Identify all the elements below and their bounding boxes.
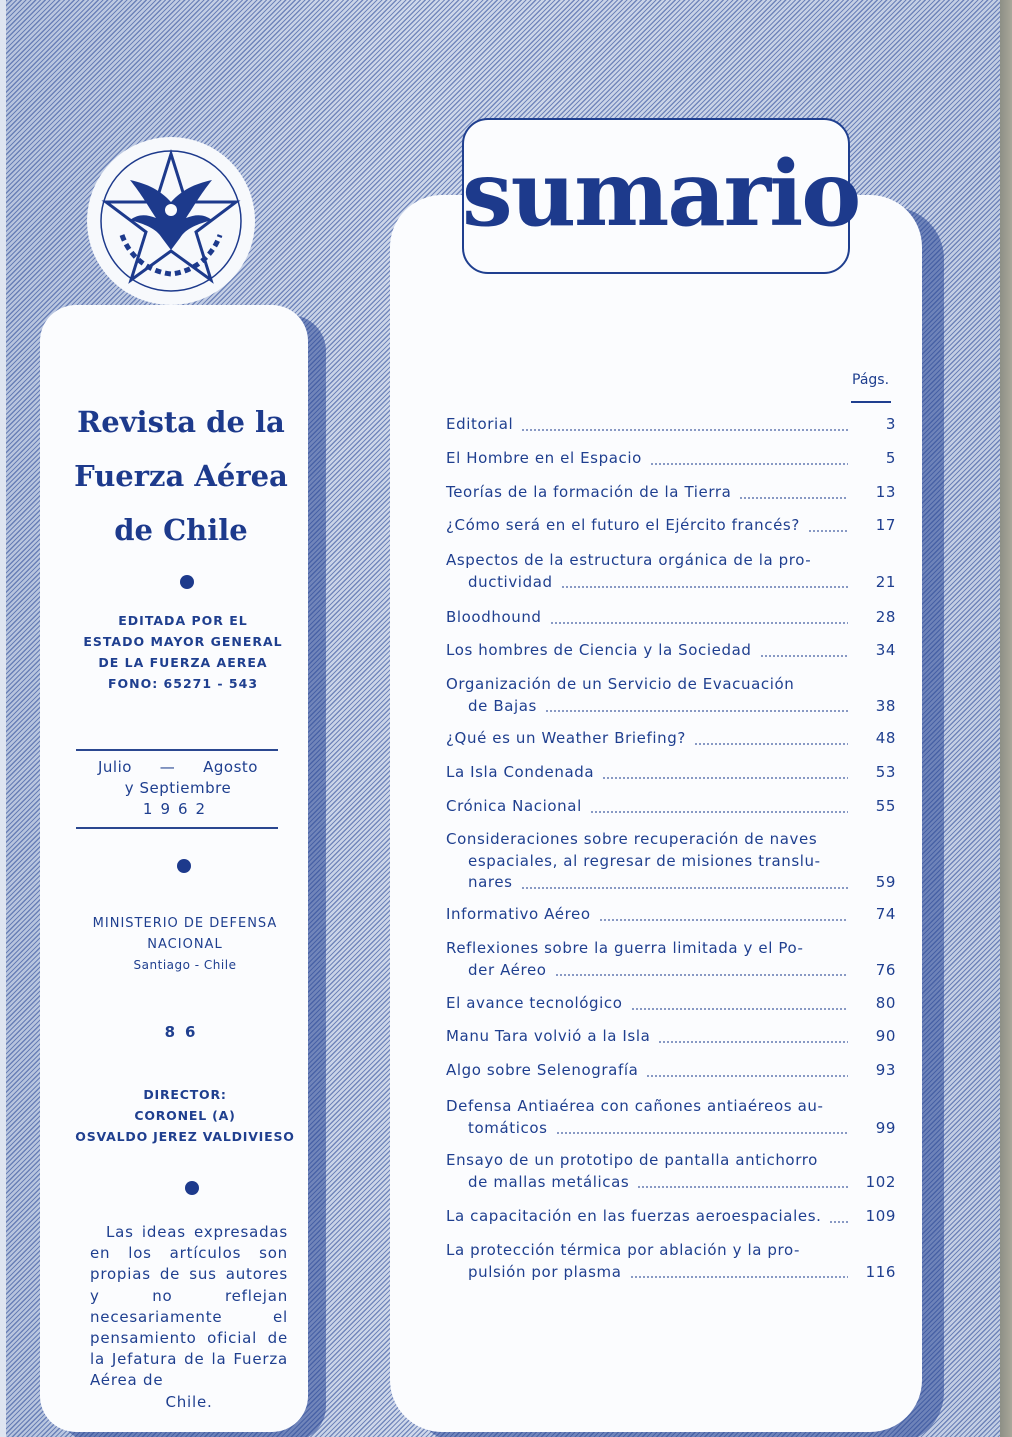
toc-entry: [446, 640, 896, 662]
air-force-emblem: [90, 140, 252, 302]
toc-entry-title: nares: [468, 873, 513, 891]
toc-entry-title: pulsión por plasma: [468, 1262, 622, 1281]
toc-entry: [446, 482, 896, 504]
toc-line: [446, 674, 892, 696]
toc-line: [446, 938, 892, 960]
toc-entry-title: El Hombre en el Espacio: [446, 449, 642, 467]
toc-page-number: 34: [875, 641, 896, 659]
toc-entry: [446, 1096, 896, 1139]
director-line: DIRECTOR:: [143, 1087, 227, 1102]
phone-line: FONO: 65271 - 543: [107, 676, 259, 691]
toc-entry-title: La capacitación en las fuerzas aeroespaciales.: [446, 1207, 822, 1225]
toc-line: [446, 1240, 892, 1262]
divider: [76, 749, 278, 751]
toc-entry: [446, 762, 896, 784]
toc-entry-title: Reflexiones sobre la guerra limitada y el Po-: [446, 939, 804, 957]
toc-line: [446, 448, 896, 470]
toc-page-number: 48: [875, 729, 896, 747]
toc-entry: [446, 1240, 896, 1283]
toc-page-number: 76: [875, 960, 896, 979]
publisher-line: ESTADO MAYOR GENERAL: [83, 634, 283, 649]
dot-leader: [658, 1041, 848, 1043]
toc-entry-title: Defensa Antiaérea con cañones antiaéreos au-: [446, 1097, 824, 1115]
toc-entry-title: La Isla Condenada: [446, 763, 595, 781]
date-year: 1962: [142, 800, 214, 818]
toc-entry-title: La protección térmica por ablación y la pro-: [446, 1241, 801, 1259]
toc-entry-title: Crónica Nacional: [446, 797, 582, 815]
toc-page-number: 74: [875, 905, 896, 923]
toc-line: [446, 960, 896, 982]
toc-page-number: 116: [865, 1262, 896, 1281]
toc-entry-title: ¿Qué es un Weather Briefing?: [446, 729, 686, 747]
dot-leader: [739, 497, 848, 499]
toc-page-number: 28: [875, 608, 896, 626]
toc-entry-title: Los hombres de Ciencia y la Sociedad: [446, 641, 752, 659]
toc-entry: [446, 1026, 896, 1048]
magazine-title-line: Revista de la: [77, 405, 285, 439]
magazine-title-line: de Chile: [114, 513, 248, 547]
eagle-star-icon: [90, 140, 252, 302]
toc-line: [446, 1026, 896, 1048]
publisher-block: [58, 610, 308, 694]
dot-leader: [555, 974, 848, 976]
toc-entry: [446, 515, 896, 537]
divider: [851, 401, 891, 403]
toc-page-number: 17: [875, 516, 896, 534]
director-block: [60, 1084, 310, 1147]
toc-entry-title: ¿Cómo será en el futuro el Ejército francés?: [446, 516, 800, 534]
dot-leader: [694, 743, 848, 745]
ministry-line: MINISTERIO DE DEFENSA: [92, 916, 278, 931]
toc-line: [446, 904, 896, 926]
date-month: Julio: [98, 758, 132, 776]
dot-leader: [545, 710, 848, 712]
toc-line: [446, 515, 896, 537]
toc-page-number: 3: [885, 415, 896, 433]
toc-entry: [446, 414, 896, 436]
magazine-title-line: Fuerza Aérea: [74, 459, 288, 493]
toc-entry: [446, 448, 896, 470]
bullet-dot: [180, 575, 194, 589]
toc-entry-title: Organización de un Servicio de Evacuación: [446, 675, 795, 693]
toc-line: [446, 1150, 892, 1172]
toc-line: [446, 1096, 892, 1118]
ministry-block: [60, 913, 310, 976]
toc-entry: [446, 1206, 896, 1228]
toc-entry-title: Aspectos de la estructura orgánica de la pro-: [446, 551, 812, 569]
toc-entry-title: Ensayo de un prototipo de pantalla antichorro: [446, 1151, 818, 1169]
toc-page-number: 59: [875, 873, 896, 891]
toc-line: [446, 993, 896, 1015]
toc-page-number: 99: [875, 1118, 896, 1137]
toc-page-number: 55: [875, 797, 896, 815]
toc-page-number: 90: [875, 1027, 896, 1045]
toc-entry-title: El avance tecnológico: [446, 994, 623, 1012]
toc-line: [446, 640, 896, 662]
toc-entry-title: Informativo Aéreo: [446, 905, 591, 923]
toc-line: [446, 829, 892, 851]
bullet-dot: [177, 859, 191, 873]
divider: [76, 827, 278, 829]
dot-leader: [637, 1186, 848, 1188]
date-month: Agosto: [203, 758, 258, 776]
issue-date: [78, 757, 278, 820]
toc-entry-title: Bloodhound: [446, 608, 542, 626]
toc-entry: [446, 728, 896, 750]
dot-leader: [556, 1132, 848, 1134]
contents-title: sumario: [462, 141, 860, 247]
toc-line: [446, 414, 896, 436]
dot-leader: [630, 1276, 848, 1278]
toc-page-number: 5: [885, 449, 896, 467]
dot-leader: [599, 919, 848, 921]
dot-leader: [829, 1221, 848, 1223]
magazine-title: [5, 395, 357, 557]
toc-entry: [446, 607, 896, 629]
dot-leader: [521, 429, 848, 431]
toc-entry-title: Teorías de la formación de la Tierra: [446, 483, 732, 501]
publisher-line: DE LA FUERZA AEREA: [98, 655, 268, 670]
toc-entry: [446, 1150, 896, 1193]
dot-leader: [646, 1075, 848, 1077]
toc-entry: [446, 796, 896, 818]
toc-entry-title: Consideraciones sobre recuperación de naves: [446, 830, 818, 848]
pages-column-header: Págs.: [852, 372, 890, 388]
date-dash: —: [159, 758, 176, 776]
dot-leader: [602, 777, 848, 779]
toc-page-number: 93: [875, 1061, 896, 1079]
toc-entry-title: Algo sobre Selenografía: [446, 1061, 639, 1079]
toc-line: [446, 762, 896, 784]
toc-page-number: 109: [865, 1207, 896, 1225]
dot-leader: [561, 586, 848, 588]
toc-line: [446, 1206, 896, 1228]
toc-page-number: 102: [865, 1172, 896, 1191]
director-line: OSVALDO JEREZ VALDIVIESO: [75, 1129, 295, 1144]
dot-leader: [760, 655, 848, 657]
toc-line: [446, 482, 896, 504]
toc-entry: [446, 938, 896, 981]
dot-leader: [590, 811, 848, 813]
toc-line: [446, 1172, 896, 1194]
toc-page-number: 80: [875, 994, 896, 1012]
disclaimer: [90, 1222, 288, 1413]
toc-line: [446, 550, 892, 572]
disclaimer-text: Las ideas expresadas en los artículos son propias de sus autores y no reflejan necesariamente el pensamiento oficial de la Jefatura de la Fuerza Aérea de: [90, 1223, 288, 1390]
toc-entry-title: Editorial: [446, 415, 514, 433]
toc-entry: [446, 550, 896, 593]
binding-edge: [1000, 0, 1012, 1437]
toc-line: [446, 796, 896, 818]
toc-entry: [446, 993, 896, 1015]
dot-leader: [650, 463, 848, 465]
date-month: y Septiembre: [124, 779, 232, 797]
toc-line: [446, 851, 892, 873]
director-line: CORONEL (A): [134, 1108, 236, 1123]
toc-entry-title: espaciales, al regresar de misiones translu-: [468, 851, 821, 870]
toc-line: [446, 1262, 896, 1284]
toc-page-number: 13: [875, 483, 896, 501]
toc-line: [446, 696, 896, 718]
toc-line: [446, 572, 896, 594]
issue-number: 86: [164, 1023, 206, 1041]
toc-line: [446, 1118, 896, 1140]
dot-leader: [521, 887, 848, 889]
dot-leader: [550, 622, 848, 624]
bullet-dot: [185, 1181, 199, 1195]
toc-entry-title: de mallas metálicas: [468, 1172, 630, 1191]
location: Santiago - Chile: [133, 958, 237, 972]
toc-entry: [446, 904, 896, 926]
disclaimer-text: Chile.: [165, 1392, 213, 1411]
toc-entry-title: ductividad: [468, 572, 553, 591]
ministry-line: NACIONAL: [147, 937, 223, 952]
toc-line: [446, 1060, 896, 1082]
publisher-line: EDITADA POR EL: [118, 613, 248, 628]
toc-entry: [446, 674, 896, 717]
toc-page-number: 53: [875, 763, 896, 781]
toc-entry-title: de Bajas: [468, 696, 537, 715]
dot-leader: [808, 530, 848, 532]
toc-page-number: 38: [875, 696, 896, 715]
toc-line: [446, 607, 896, 629]
toc-entry-title: Manu Tara volvió a la Isla: [446, 1027, 651, 1045]
toc-page-number: 21: [875, 572, 896, 591]
toc-entry: [446, 1060, 896, 1082]
toc-entry-title: tomáticos: [468, 1118, 548, 1137]
toc-line: [446, 872, 896, 894]
toc-entry: [446, 829, 896, 894]
toc-line: [446, 728, 896, 750]
toc-entry-title: der Aéreo: [468, 960, 547, 979]
dot-leader: [631, 1008, 848, 1010]
